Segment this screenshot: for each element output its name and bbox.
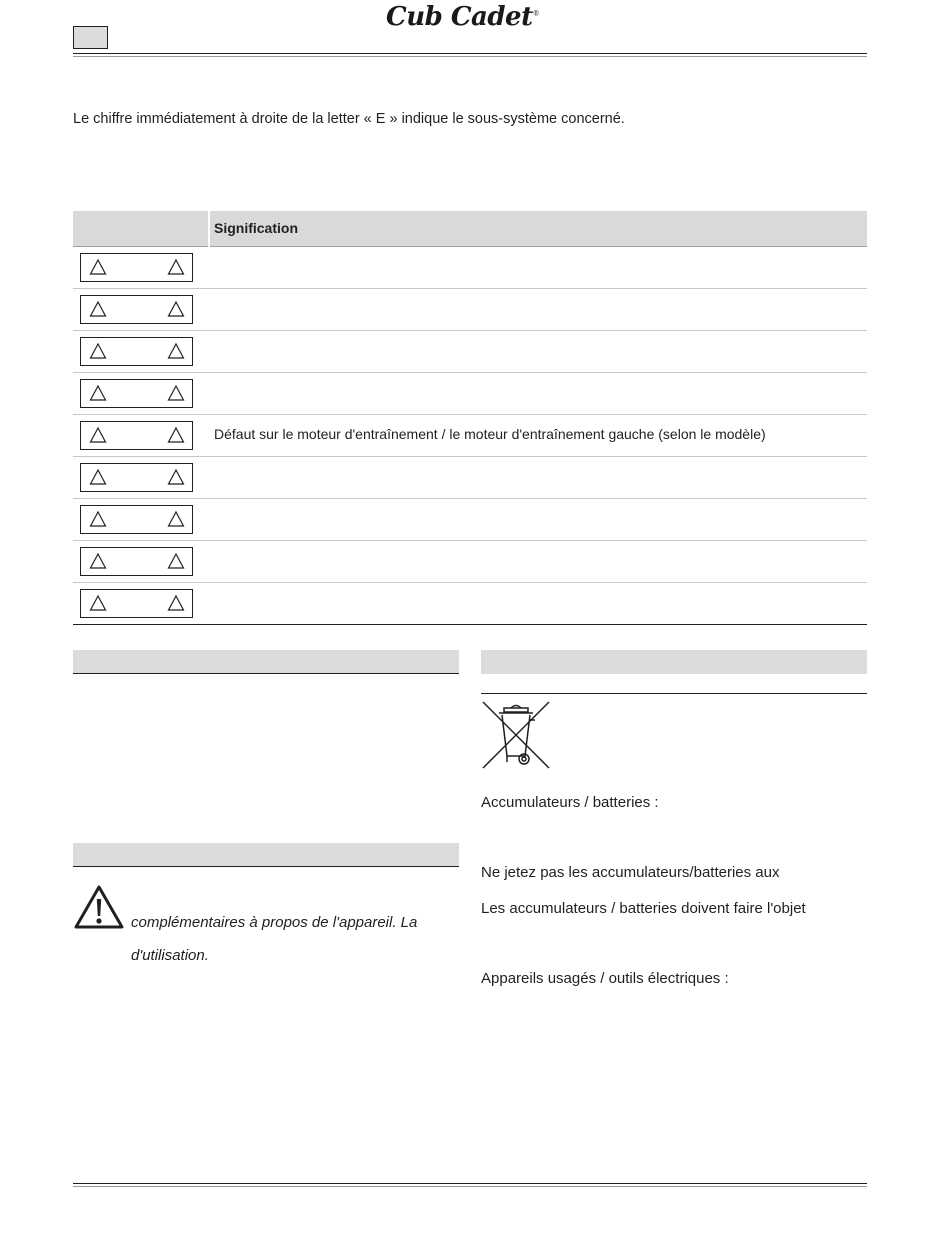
error-code-box (80, 337, 193, 366)
header-rule (73, 53, 867, 54)
note-text-line: d'utilisation. (131, 947, 209, 964)
meaning-column-header: Signification (214, 220, 298, 236)
triangle-icon (167, 384, 185, 402)
registered-mark: ® (532, 9, 540, 18)
triangle-icon (89, 552, 107, 570)
table-row (73, 289, 867, 331)
crossed-out-wheelie-bin-icon (481, 700, 551, 770)
table-row (73, 415, 867, 457)
footer-rule (73, 1183, 867, 1184)
page-number-tab (73, 26, 108, 49)
header-rule-secondary (73, 56, 867, 57)
table-row (73, 583, 867, 625)
table-row (73, 331, 867, 373)
triangle-icon (89, 426, 107, 444)
error-code-box (80, 463, 193, 492)
triangle-icon (89, 342, 107, 360)
error-code-box (80, 547, 193, 576)
error-code-box (80, 253, 193, 282)
error-code-box (80, 589, 193, 618)
note-text-line: complémentaires à propos de l'appareil. La (131, 914, 418, 931)
triangle-icon (167, 594, 185, 612)
triangle-icon (89, 594, 107, 612)
triangle-icon (89, 258, 107, 276)
disposal-text-line: Les accumulateurs / batteries doivent faire l'objet (481, 900, 806, 917)
section-rule (73, 866, 459, 867)
table-row (73, 373, 867, 415)
header-divider (208, 211, 210, 247)
section-heading-band (73, 843, 459, 867)
row-meaning: Défaut sur le moteur d'entraînement / le moteur d'entraînement gauche (selon le modèle) (214, 426, 766, 442)
error-code-box (80, 505, 193, 534)
table-row (73, 541, 867, 583)
section-heading-band (481, 650, 867, 674)
triangle-icon (167, 510, 185, 528)
table-row (73, 457, 867, 499)
section-rule (481, 693, 867, 694)
disposal-text-line: Ne jetez pas les accumulateurs/batteries aux (481, 864, 780, 881)
error-code-box (80, 379, 193, 408)
table-row (73, 247, 867, 289)
error-code-box (80, 421, 193, 450)
brand-name: Cub Cadet (386, 2, 533, 32)
table-header (73, 211, 867, 247)
triangle-icon (167, 426, 185, 444)
brand-logo (386, 2, 539, 32)
triangle-icon (167, 300, 185, 318)
triangle-icon (89, 300, 107, 318)
triangle-icon (167, 258, 185, 276)
section-rule (73, 673, 459, 674)
used-devices-heading: Appareils usagés / outils électriques : (481, 970, 729, 987)
warning-triangle-icon (73, 884, 125, 930)
intro-text: Le chiffre immédiatement à droite de la letter « E » indique le sous-système concerné. (73, 111, 625, 127)
table-row (73, 499, 867, 541)
triangle-icon (89, 510, 107, 528)
triangle-icon (89, 468, 107, 486)
triangle-icon (167, 552, 185, 570)
triangle-icon (167, 468, 185, 486)
footer-rule-secondary (73, 1186, 867, 1187)
triangle-icon (89, 384, 107, 402)
error-code-box (80, 295, 193, 324)
batteries-heading: Accumulateurs / batteries : (481, 794, 659, 811)
triangle-icon (167, 342, 185, 360)
section-heading-band (73, 650, 459, 674)
